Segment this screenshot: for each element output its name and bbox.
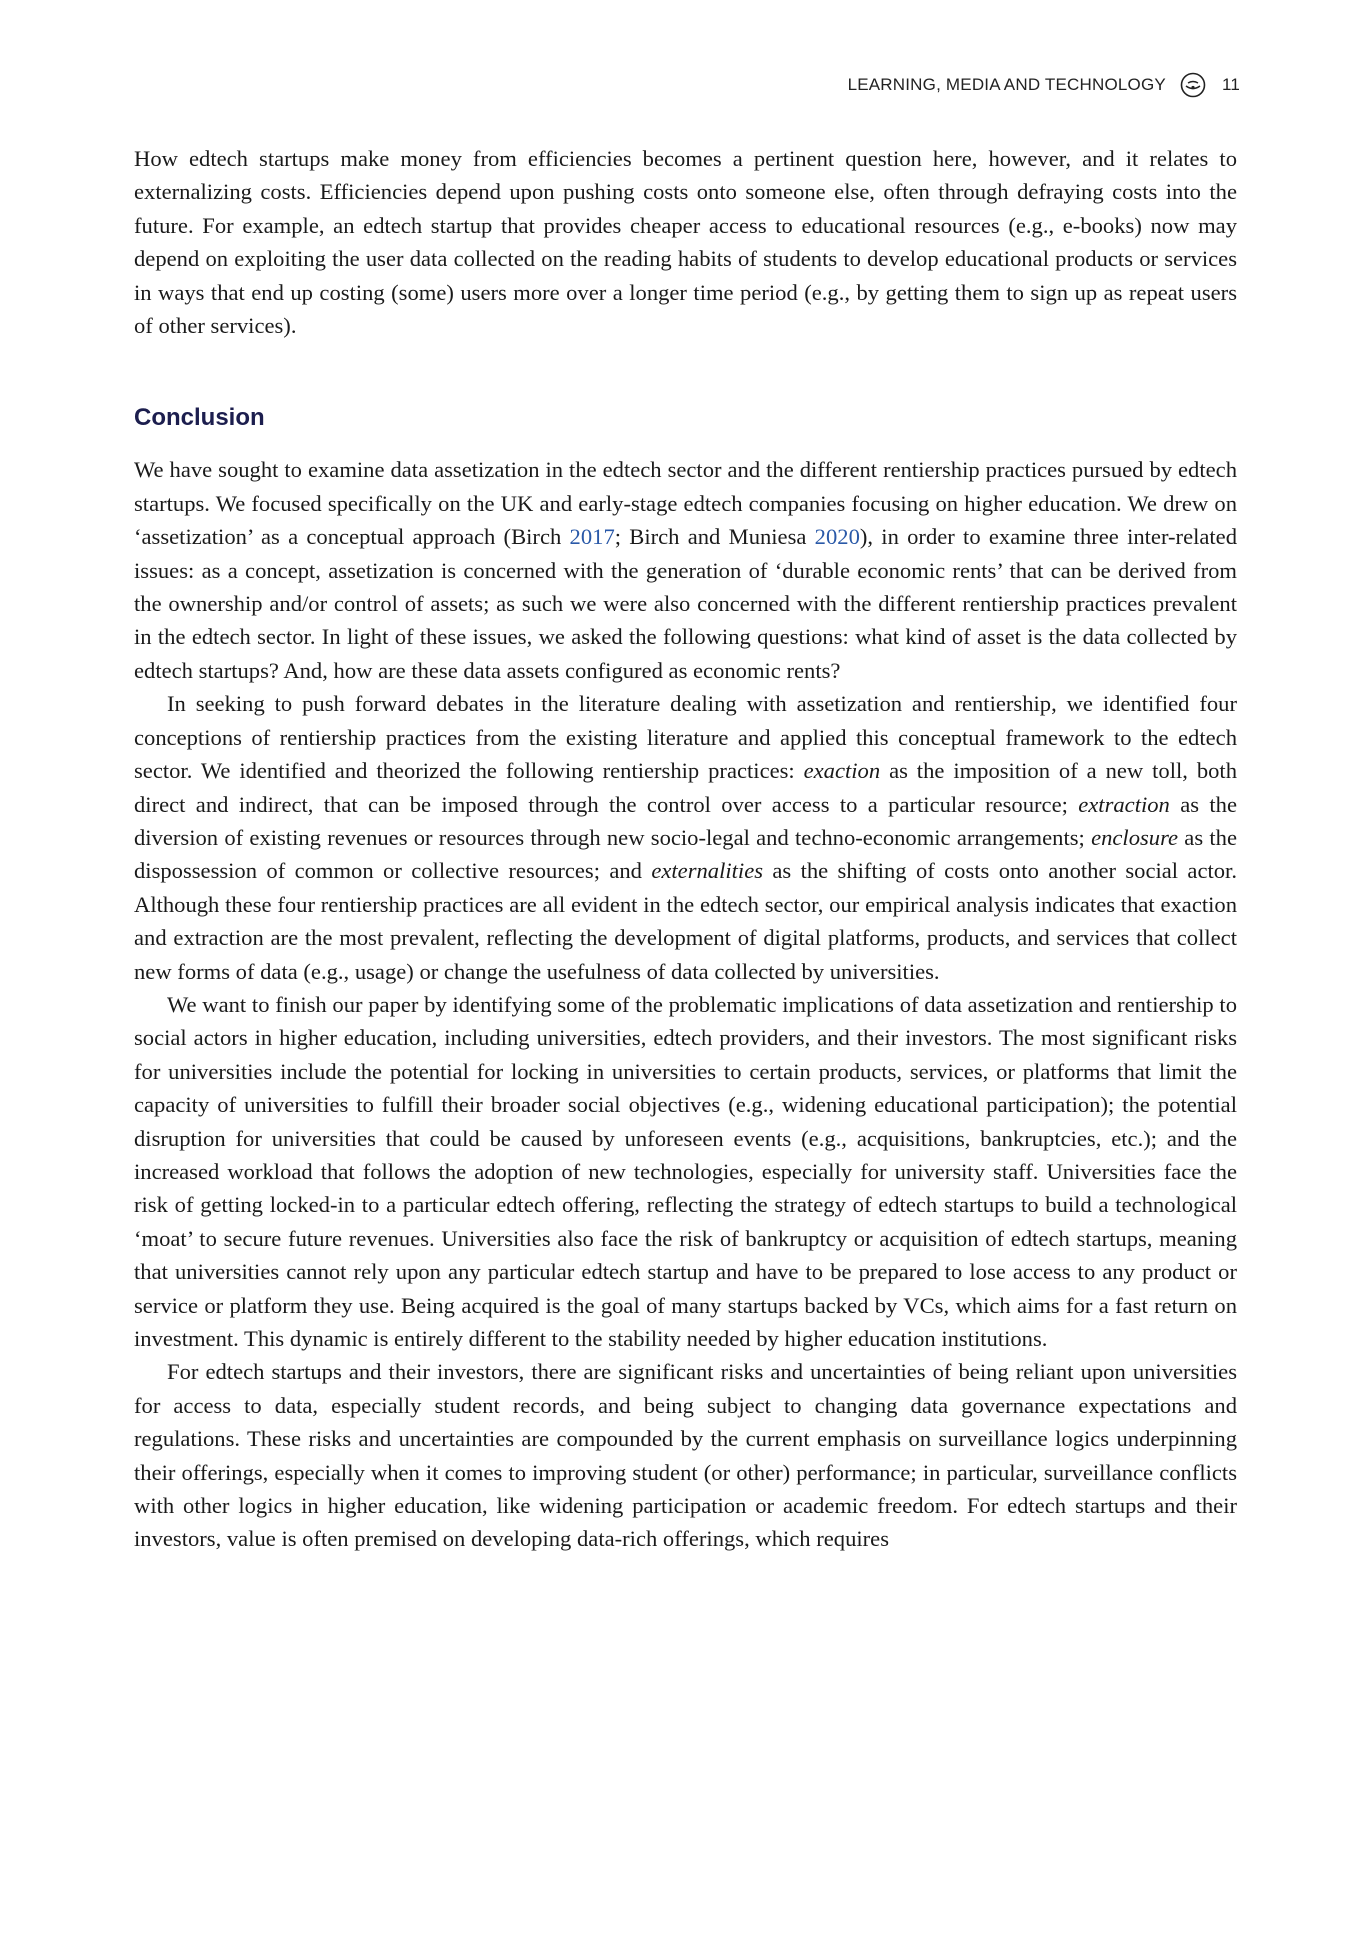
paragraph-efficiencies: How edtech startups make money from efficiencies becomes a pertinent question here, however, and it relates to externalizing costs. Efficiencies depend upon pushing costs onto someone else, often through defraying costs into the future. For example, an edtech startup that provides cheaper access to educational resources (e.g., e-books) now may depend on exploiting the user data collected on the reading habits of students to develop educational products or services in ways that end up costing (some) users more over a longer time period (e.g., by getting them to sign up as repeat users of other services). [134,146,1237,339]
journal-title: LEARNING, MEDIA AND TECHNOLOGY [847,75,1166,94]
citation-link-birch-2017[interactable]: 2017 [569,524,615,550]
section-heading-conclusion: Conclusion [134,404,265,432]
publisher-logo-icon [1180,72,1206,98]
term-enclosure: enclosure [1091,824,1179,850]
paragraph-implications-startups: For edtech startups and their investors, there are significant risks and uncertainties of being reliant upon universities for access to data, especially student records, and being subject to changing data governance expectations and regulations. These risks and uncertainties are compounded by the current emphasis on surveillance logics underpinning their offerings, especially when it comes to improving student (or other) performance; in particular, surveillance conflicts with other logics in higher education, like widening participation or academic freedom. For edtech startups and their investors, value is often premised on developing data-rich offerings, which requires [134,1359,1237,1552]
running-header [848,72,1240,98]
citation-link-birch-muniesa-2020[interactable]: 2020 [814,524,860,550]
page-number: 11 [1221,75,1240,94]
paragraph-implications-universities: We want to finish our paper by identifying some of the problematic implications of data assetization and rentiership to social actors in higher education, including universities, edtech providers, and their investors. The most significant risks for universities include the potential for locking in universities to certain products, services, or platforms that limit the capacity of universities to fulfill their broader social objectives (e.g., widening educational participation); the potential disruption for universities that could be caused by unforeseen events (e.g., acquisitions, bankruptcies, etc.); and the increased workload that follows the adoption of new technologies, especially for university staff. Universities face the risk of getting locked-in to a particular edtech offering, reflecting the strategy of edtech startups to build a technological ‘moat’ to secure future revenues. Universities also face the risk of bankruptcy or acquisition of edtech startups, meaning that universities cannot rely upon any particular edtech startup and have to be prepared to lose access to any product or service or platform they use. Being acquired is the goal of many startups backed by VCs, which aims for a fast return on investment. This dynamic is entirely different to the stability needed by higher education institutions. [134,991,1237,1351]
paragraph-rentiership-practices: In seeking to push forward debates in the literature dealing with assetization and rentiership, we identified four conceptions of rentiership practices from the existing literature and applied this conceptual framework to the edtech sector. We identified and theorized the following rentiership practices: exaction as the imposition of a new toll, both direct and indirect, that can be imposed through the control over access to a particular resource; extraction as the diversion of existing revenues or resources through new socio-legal and techno-economic arrangements; enclosure as the dispossession of common or collective resources; and externalities as the shifting of costs onto another social actor. Although these four rentiership practices are all evident in the edtech sector, our empirical analysis indicates that exaction and extraction are the most prevalent, reflecting the development of digital platforms, products, and services that collect new forms of data (e.g., usage) or change the usefulness of data collected by universities. [134,691,1237,984]
term-externalities: externalities [651,858,764,884]
term-exaction: exaction [803,758,881,784]
term-extraction: extraction [1078,791,1170,817]
article-body [134,142,1237,1556]
paragraph-conclusion-intro: We have sought to examine data assetization in the edtech sector and the different rentiership practices pursued by edtech startups. We focused specifically on the UK and early-stage edtech companies focusing on higher education. We drew on ‘assetization’ as a conceptual approach (Birch 2017; Birch and Muniesa 2020), in order to examine three inter-related issues: as a concept, assetization is concerned with the generation of ‘durable economic rents’ that can be derived from the ownership and/or control of assets; as such we were also concerned with the different rentiership practices prevalent in the edtech sector. In light of these issues, we asked the following questions: what kind of asset is the data collected by edtech startups? And, how are these data assets configured as economic rents? [134,457,1238,683]
